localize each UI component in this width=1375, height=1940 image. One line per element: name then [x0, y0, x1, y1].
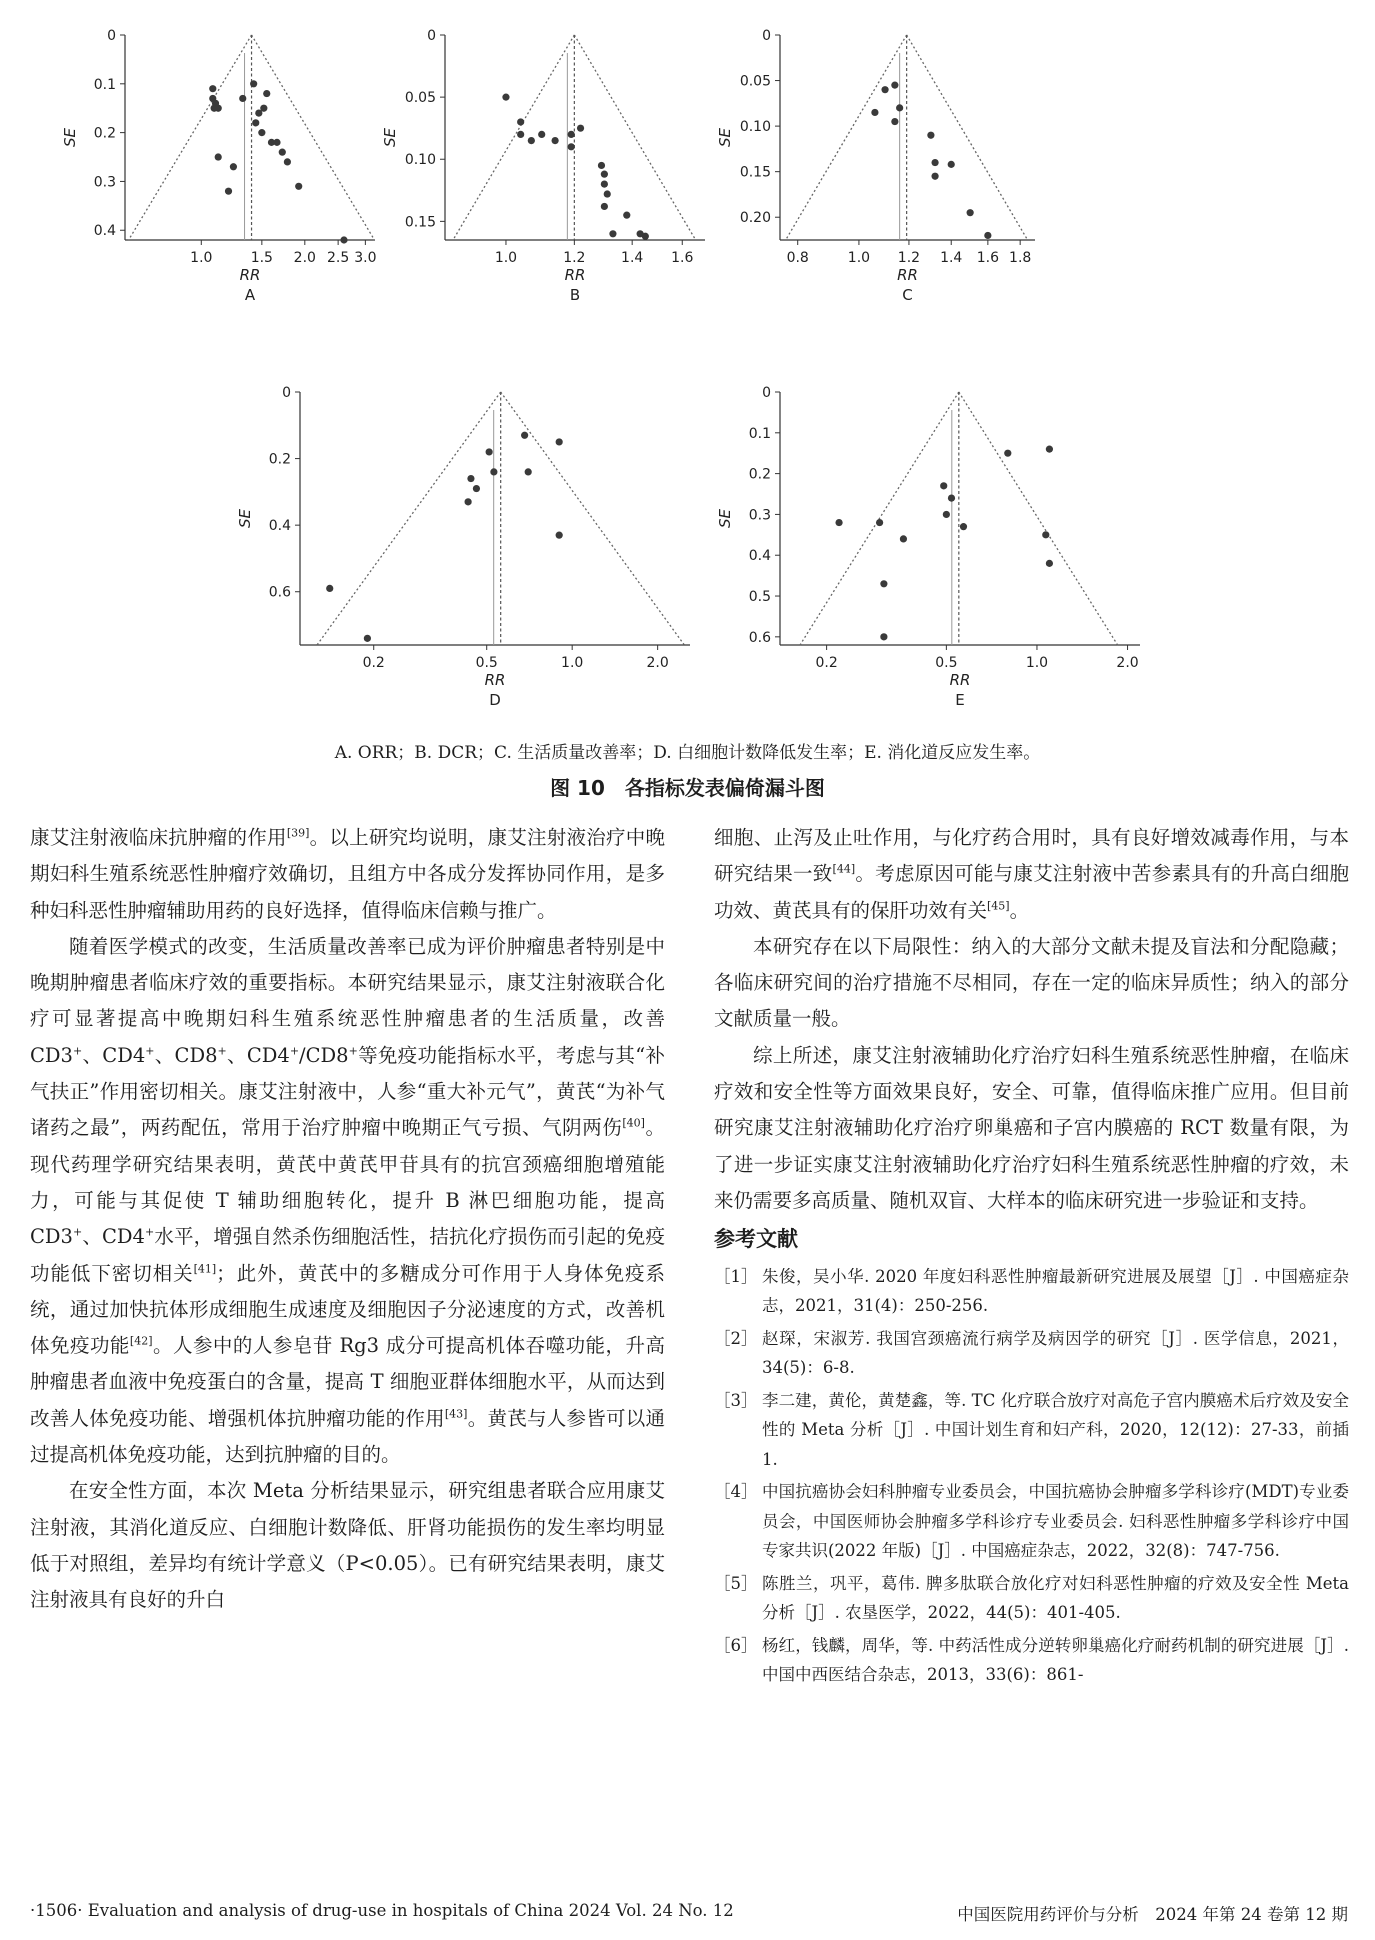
study-point-A: [252, 119, 259, 126]
study-point-A: [239, 95, 246, 102]
body-column-left: [30, 820, 665, 1619]
y-tick-label-E: 0.6: [748, 629, 771, 646]
study-point-A: [258, 129, 265, 136]
x-tick-label-A: 2.5: [326, 250, 350, 266]
x-tick-label-C: 1.6: [976, 250, 999, 266]
study-point-A: [209, 85, 216, 92]
study-point-C: [896, 104, 903, 111]
reference-item: [714, 1477, 1349, 1566]
x-tick-label-D: 0.5: [475, 655, 498, 671]
funnel-right-B: [574, 35, 695, 240]
x-tick-label-C: 1.8: [1009, 250, 1032, 266]
x-tick-label-C: 1.2: [897, 250, 921, 266]
y-tick-label-D: 0.4: [268, 518, 291, 535]
left-paragraph: 随着医学模式的改变，生活质量改善率已成为评价肿瘤患者特别是中晚期肿瘤患者临床疗效的重要指标。本研究结果显示，康艾注射液联合化疗可显著提高中晚期妇科生殖系统恶性肿瘤患者的生活质量，改善 CD3+、CD4+、CD8+、CD4+/CD8+等免疫功能指标水平，考虑与其“补气扶正”作用密切相关。康艾注射液中，人参“重大补元气”，黄芪“为补气诸药之最”，两药配伍，常用于治疗肿瘤中晚期正气亏损、气阴两伤[40]。现代药理学研究结果表明，黄芪中黄芪甲苷具有的抗宫颈癌细胞增殖能力，可能与其促使 T 辅助细胞转化，提升 B 淋巴细胞功能，提高 CD3+、CD4+水平，增强自然杀伤细胞活性，拮抗化疗损伤而引起的免疫功能低下密切相关[41]；此外，黄芪中的多糖成分可作用于人身体免疫系统，通过加快抗体形成细胞生成速度及细胞因子分泌速度的方式，改善机体免疫功能[42]。人参中的人参皂苷 Rg3 成分可提高机体吞噬功能，升高肿瘤患者血液中免疫蛋白的含量，提高 T 细胞亚群体细胞水平，从而达到改善人体免疫功能、增强机体抗肿瘤功能的作用[43]。黄芪与人参皆可以通过提高机体免疫功能，达到抗肿瘤的目的。: [30, 934, 665, 1467]
study-point-C: [948, 161, 955, 168]
body-column-right: [714, 820, 1349, 1693]
study-point-B: [568, 131, 575, 138]
study-point-C: [967, 209, 974, 216]
x-tick-label-D: 1.0: [561, 655, 584, 671]
study-point-A: [215, 153, 222, 160]
y-axis-label-D: SE: [236, 509, 254, 528]
x-axis-label-B: RR: [564, 266, 586, 284]
x-tick-label-E: 0.5: [935, 655, 958, 671]
study-point-B: [601, 203, 608, 210]
study-point-B: [577, 125, 584, 132]
y-axis-label-E: SE: [716, 509, 734, 528]
x-axis-label-A: RR: [239, 266, 261, 284]
page-footer: [30, 1901, 1348, 1925]
y-tick-label-E: 0.2: [748, 466, 771, 483]
study-point-A: [295, 183, 302, 190]
study-point-C: [931, 159, 938, 166]
study-point-D: [490, 468, 497, 475]
x-tick-label-D: 0.2: [362, 655, 385, 671]
study-point-D: [473, 485, 480, 492]
y-tick-label-B: 0.15: [404, 214, 436, 231]
study-point-D: [486, 448, 493, 455]
reference-item: [714, 1262, 1349, 1321]
panel-label-B: B: [569, 286, 581, 304]
y-tick-label-E: 0.1: [748, 425, 771, 442]
reference-text: 李二建，黄伦，黄楚鑫，等. TC 化疗联合放疗对高危子宫内膜癌术后疗效及安全性的 Meta 分析［J］. 中国计划生育和妇产科，2020，12(12)：27-33，前插 1.: [762, 1390, 1349, 1469]
study-point-C: [984, 232, 991, 239]
study-point-D: [521, 432, 528, 439]
funnel-right-E: [959, 392, 1118, 645]
study-point-C: [871, 109, 878, 116]
x-tick-label-A: 3.0: [354, 250, 377, 266]
x-axis-label-D: RR: [484, 671, 506, 689]
study-point-C: [881, 86, 888, 93]
study-point-C: [931, 173, 938, 180]
study-point-B: [517, 118, 524, 125]
y-axis-label-C: SE: [716, 128, 734, 147]
study-point-E: [900, 535, 907, 542]
study-point-B: [623, 212, 630, 219]
funnel-right-D: [501, 392, 685, 645]
reference-item: [714, 1324, 1349, 1383]
study-point-A: [260, 105, 267, 112]
study-point-B: [604, 190, 611, 197]
study-point-C: [891, 118, 898, 125]
y-tick-label-B: 0.10: [404, 152, 436, 169]
y-axis-label-A: SE: [61, 128, 79, 147]
reference-item: [714, 1569, 1349, 1628]
study-point-E: [1046, 446, 1053, 453]
footer-right: 中国医院用药评价与分析 2024 年第 24 卷第 12 期: [957, 1905, 1348, 1924]
right-paragraph: 细胞、止泻及止吐作用，与化疗药合用时，具有良好增效减毒作用，与本研究结果一致[44]。考虑原因可能与康艾注射液中苦参素具有的升高白细胞功效、黄芪具有的保肝功效有关[45]。: [714, 826, 1349, 922]
study-point-C: [891, 82, 898, 89]
study-point-B: [538, 131, 545, 138]
study-point-A: [284, 158, 291, 165]
reference-item: [714, 1631, 1349, 1690]
y-axis-label-B: SE: [381, 128, 399, 147]
reference-text: 杨红，钱麟，周华，等. 中药活性成分逆转卵巢癌化疗耐药机制的研究进展［J］. 中国中西医结合杂志，2013，33(6)：861-: [762, 1635, 1349, 1685]
study-point-A: [273, 139, 280, 146]
funnel-left-E: [800, 392, 959, 645]
study-point-E: [1004, 450, 1011, 457]
y-tick-label-A: 0.4: [93, 223, 116, 240]
study-point-E: [948, 494, 955, 501]
x-tick-label-B: 1.2: [563, 250, 586, 266]
references-heading: 参考文献: [714, 1227, 798, 1252]
study-point-A: [215, 105, 222, 112]
study-point-D: [556, 532, 563, 539]
reference-number: ［6］: [714, 1635, 758, 1655]
study-point-B: [552, 137, 559, 144]
funnel-right-C: [907, 35, 1028, 240]
x-tick-label-A: 1.0: [190, 250, 213, 266]
study-point-E: [835, 519, 842, 526]
funnel-left-D: [317, 392, 501, 645]
x-tick-label-D: 2.0: [646, 655, 669, 671]
study-point-D: [364, 635, 371, 642]
reference-text: 朱俊，吴小华. 2020 年度妇科恶性肿瘤最新研究进展及展望［J］. 中国癌症杂志，2021，31(4)：250-256.: [762, 1266, 1349, 1316]
y-tick-label-A: 0: [107, 28, 116, 44]
figure-title: 图 10 各指标发表偏倚漏斗图: [550, 776, 825, 800]
right-paragraph: 本研究存在以下局限性：纳入的大部分文献未提及盲法和分配隐藏；各临床研究间的治疗措施不尽相同，存在一定的临床异质性；纳入的部分文献质量一般。: [714, 934, 1349, 1031]
panel-label-C: C: [902, 286, 913, 304]
study-point-A: [263, 90, 270, 97]
y-tick-label-B: 0: [427, 28, 436, 44]
y-tick-label-E: 0.3: [748, 507, 771, 524]
study-point-D: [467, 475, 474, 482]
y-tick-label-C: 0.10: [739, 119, 771, 136]
y-tick-label-D: 0.6: [268, 584, 291, 601]
funnel-right-A: [252, 35, 375, 240]
study-point-E: [876, 519, 883, 526]
x-tick-label-C: 1.4: [940, 250, 963, 266]
reference-number: ［1］: [714, 1266, 758, 1286]
study-point-E: [940, 482, 947, 489]
x-tick-label-B: 1.0: [494, 250, 518, 266]
study-point-B: [502, 94, 509, 101]
study-point-A: [340, 236, 347, 243]
y-tick-label-C: 0.20: [739, 210, 771, 227]
x-tick-label-E: 1.0: [1025, 655, 1049, 671]
panel-label-D: D: [489, 691, 501, 709]
y-tick-label-E: 0.4: [748, 548, 771, 565]
study-point-E: [943, 511, 950, 518]
study-point-D: [556, 438, 563, 445]
reference-number: ［5］: [714, 1573, 758, 1593]
study-point-D: [525, 468, 532, 475]
left-paragraph: 在安全性方面，本次 Meta 分析结果显示，研究组患者联合应用康艾注射液，其消化道反应、白细胞计数降低、肝肾功能损伤的发生率均明显低于对照组，差异均有统计学意义（P<0.05）。已有研究结果表明，康艾注射液具有良好的升白: [30, 1479, 665, 1612]
x-tick-label-C: 1.0: [847, 250, 871, 266]
left-paragraph: 康艾注射液临床抗肿瘤的作用[39]。以上研究均说明，康艾注射液治疗中晚期妇科生殖系统恶性肿瘤疗效确切，且组方中各成分发挥协同作用，是多种妇科恶性肿瘤辅助用药的良好选择，值得临床信赖与推广。: [30, 826, 665, 922]
x-tick-label-A: 2.0: [293, 250, 316, 266]
x-tick-label-C: 0.8: [786, 250, 809, 266]
right-paragraph: 综上所述，康艾注射液辅助化疗治疗妇科生殖系统恶性肿瘤，在临床疗效和安全性等方面效果良好，安全、可靠，值得临床推广应用。但目前研究康艾注射液辅助化疗治疗卵巢癌和子宫内膜癌的 RCT 数量有限，为了进一步证实康艾注射液辅助化疗治疗妇科生殖系统恶性肿瘤的疗效，未来仍需要多高质量、随机双盲、大样本的临床研究进一步验证和支持。: [714, 1043, 1349, 1212]
panel-label-A: A: [244, 286, 256, 304]
reference-number: ［2］: [714, 1328, 758, 1348]
study-point-E: [960, 523, 967, 530]
x-tick-label-B: 1.4: [621, 250, 644, 266]
study-point-B: [609, 230, 616, 237]
funnel-plot-figure: [0, 0, 1375, 735]
y-tick-label-E: 0: [762, 385, 771, 401]
study-point-D: [465, 498, 472, 505]
study-point-B: [528, 137, 535, 144]
study-point-B: [601, 180, 608, 187]
reference-number: ［4］: [714, 1482, 758, 1502]
reference-text: 中国抗癌协会妇科肿瘤专业委员会，中国抗癌协会肿瘤多学科诊疗(MDT)专业委员会，中国医师协会肿瘤多学科诊疗专业委员会. 妇科恶性肿瘤多学科诊疗中国专家共识(2022 年版)［J］. 中国癌症杂志，2022，32(8)：747-756.: [762, 1482, 1349, 1561]
x-axis-label-C: RR: [897, 266, 918, 284]
y-tick-label-A: 0.2: [93, 125, 116, 142]
funnel-left-A: [129, 35, 252, 240]
y-tick-label-B: 0.05: [404, 90, 436, 107]
reference-text: 赵琛，宋淑芳. 我国宫颈癌流行病学及病因学的研究［J］. 医学信息，2021，34(5)：6-8.: [762, 1328, 1349, 1378]
x-axis-label-E: RR: [949, 671, 971, 689]
y-tick-label-C: 0.15: [739, 164, 771, 181]
reference-list: [714, 1262, 1349, 1690]
study-point-A: [279, 149, 286, 156]
x-tick-label-B: 1.6: [671, 250, 694, 266]
y-tick-label-D: 0.2: [268, 451, 291, 468]
reference-text: 陈胜兰，巩平，葛伟. 脾多肽联合放化疗对妇科恶性肿瘤的疗效及安全性 Meta 分析［J］. 农垦医学，2022，44(5)：401-405.: [762, 1573, 1349, 1623]
study-point-D: [326, 585, 333, 592]
study-point-B: [598, 162, 605, 169]
y-tick-label-D: 0: [282, 385, 291, 401]
y-tick-label-C: 0.05: [739, 73, 771, 90]
reference-number: ［3］: [714, 1390, 758, 1410]
study-point-B: [517, 131, 524, 138]
study-point-B: [642, 233, 649, 240]
y-tick-label-C: 0: [762, 28, 771, 44]
study-point-E: [880, 580, 887, 587]
study-point-C: [927, 132, 934, 139]
y-tick-label-E: 0.5: [748, 589, 771, 606]
study-point-A: [230, 163, 237, 170]
funnel-left-C: [786, 35, 907, 240]
study-point-E: [880, 633, 887, 640]
study-point-B: [568, 143, 575, 150]
footer-left: ·1506· Evaluation and analysis of drug-use in hospitals of China 2024 Vol. 24 No. 12: [30, 1901, 734, 1920]
study-point-E: [1042, 531, 1049, 538]
study-point-B: [601, 171, 608, 178]
study-point-E: [1046, 560, 1053, 567]
study-point-A: [250, 80, 257, 87]
panel-label-E: E: [955, 691, 965, 709]
study-point-A: [225, 188, 232, 195]
x-tick-label-E: 0.2: [815, 655, 838, 671]
y-tick-label-A: 0.1: [93, 76, 116, 93]
reference-item: [714, 1386, 1349, 1475]
x-tick-label-A: 1.5: [250, 250, 273, 266]
y-tick-label-A: 0.3: [93, 174, 116, 191]
figure-legend: A. ORR；B. DCR；C. 生活质量改善率；D. 白细胞计数降低发生率；E. 消化道反应发生率。: [334, 743, 1041, 763]
x-tick-label-E: 2.0: [1116, 655, 1139, 671]
